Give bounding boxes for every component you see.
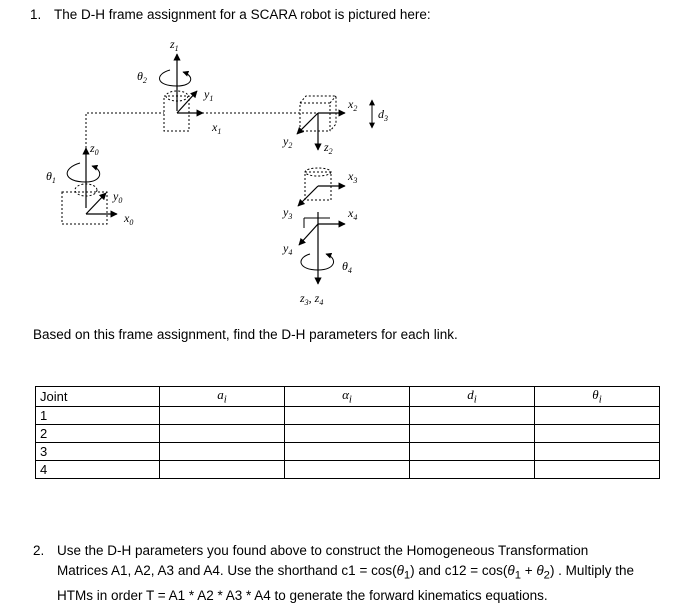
x2-label: $x_2$ (348, 97, 358, 113)
table-row (36, 442, 660, 460)
question-2-line-2: Matrices A1, A2, A3 and A4. Use the shorthand $c1 = \cos(\theta_1)$ and $c12 = \cos(\theta_1 + \theta_2)$ . Multiply the (57, 562, 634, 582)
joint-1 (160, 54, 203, 131)
a-cell[interactable] (160, 424, 285, 442)
y2-label: $y_2$ (283, 134, 293, 150)
y3-axis (298, 186, 318, 206)
theta-cell[interactable] (535, 442, 660, 460)
d3-label: $d_3$ (378, 107, 388, 123)
header-a: $a_i$ (160, 387, 285, 407)
a-cell[interactable] (160, 442, 285, 460)
alpha-cell[interactable] (285, 460, 410, 478)
question-2-line-1: Use the D-H parameters you found above to construct the Homogeneous Transformation (57, 543, 589, 558)
theta-cell[interactable] (535, 406, 660, 424)
question-2-line-3: HTMs in order T = A1 * A2 * A3 * A4 to generate the forward kinematics equations. (57, 587, 548, 603)
joint-cell: 3 (36, 442, 160, 460)
theta4-label: $\theta_4$ (342, 259, 352, 275)
theta-cell[interactable] (535, 424, 660, 442)
table-row (36, 424, 660, 442)
header-theta: $\theta_i$ (535, 387, 660, 407)
x0-label: $x_0$ (124, 211, 134, 227)
dh-parameter-table (35, 386, 660, 479)
y4-axis (299, 224, 318, 245)
joint-2 (297, 96, 372, 150)
question-1-text: The D-H frame assignment for a SCARA robot is pictured here: (54, 7, 431, 22)
table-row (36, 406, 660, 424)
table-row (36, 460, 660, 478)
theta2-rotation-arrow (160, 70, 191, 86)
y0-axis (86, 193, 106, 214)
d-cell[interactable] (410, 406, 535, 424)
alpha-cell[interactable] (285, 424, 410, 442)
z2-label: $z_2$ (324, 140, 333, 156)
x1-label: $x_1$ (212, 120, 222, 136)
header-alpha: $\alpha_i$ (285, 387, 410, 407)
theta1-label: $\theta_1$ (46, 169, 56, 185)
y1-label: $y_1$ (204, 87, 214, 103)
instruction-text: Based on this frame assignment, find the D-H parameters for each link. (33, 327, 458, 342)
theta2-label: $\theta_2$ (137, 69, 147, 85)
theta-cell[interactable] (535, 460, 660, 478)
question-1-number: 1. (30, 7, 42, 22)
joint-cell: 2 (36, 424, 160, 442)
theta1-rotation-arrow (67, 163, 100, 182)
theta4-rotation-arrow (301, 254, 334, 270)
question-2-number: 2. (33, 543, 45, 558)
y0-label: $y_0$ (113, 189, 123, 205)
a-cell[interactable] (160, 460, 285, 478)
joint-3 (298, 168, 345, 206)
d-cell[interactable] (410, 460, 535, 478)
z0-label: $z_0$ (90, 141, 99, 157)
alpha-cell[interactable] (285, 406, 410, 424)
y4-label: $y_4$ (283, 241, 293, 257)
z1-label: $z_1$ (170, 37, 179, 53)
header-d: $d_i$ (410, 387, 535, 407)
table-header-row (36, 387, 660, 407)
header-joint: Joint (36, 387, 160, 407)
alpha-cell[interactable] (285, 442, 410, 460)
z3-z4-label: $z_3$, $z_4$ (300, 291, 324, 307)
joint-cell: 4 (36, 460, 160, 478)
joint-cell: 1 (36, 406, 160, 424)
y3-label: $y_3$ (283, 205, 293, 221)
joint-4 (299, 212, 345, 284)
x3-label: $x_3$ (348, 169, 358, 185)
base-joint (62, 148, 117, 224)
x4-label: $x_4$ (348, 206, 358, 222)
a-cell[interactable] (160, 406, 285, 424)
d-cell[interactable] (410, 424, 535, 442)
d-cell[interactable] (410, 442, 535, 460)
question-2 (33, 541, 663, 605)
